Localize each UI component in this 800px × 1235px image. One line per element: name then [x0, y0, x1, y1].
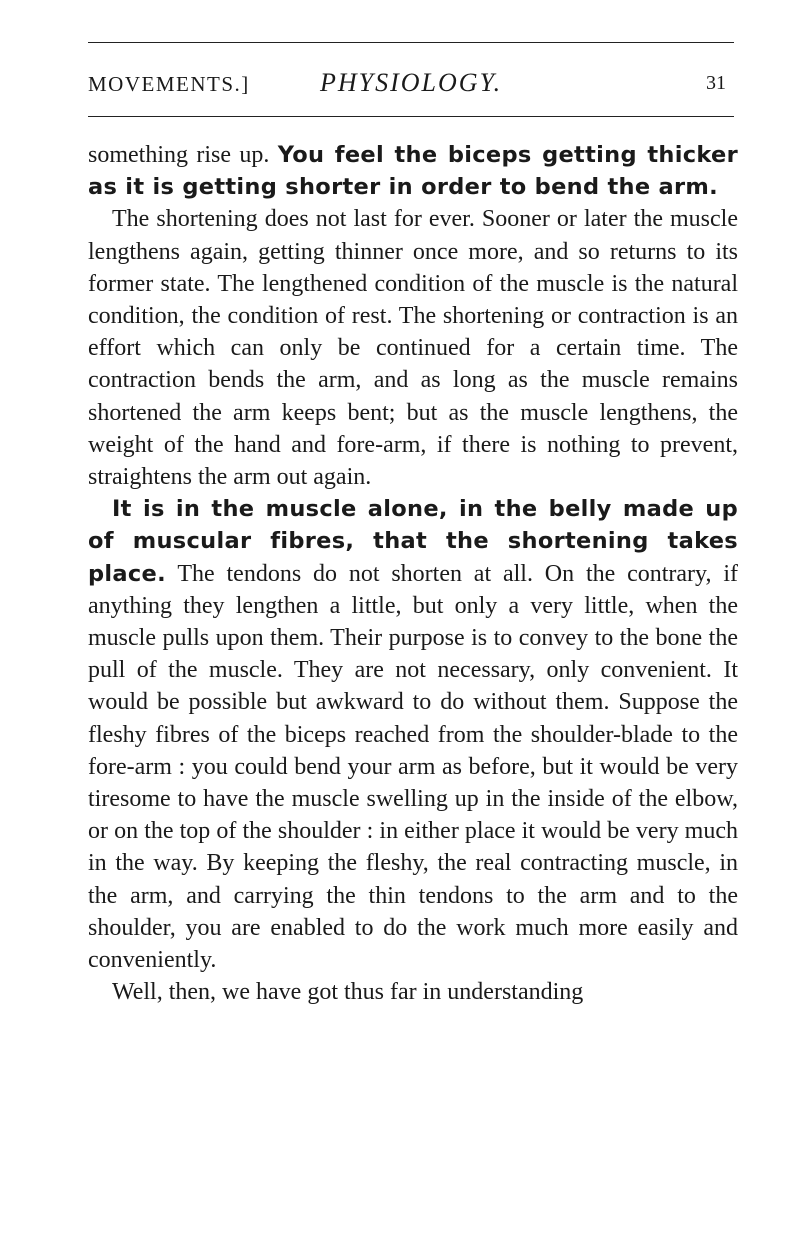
paragraph-3-emphasis: It is in the muscle alone, in the belly made up of muscular fibres, that the shortening takes place.	[88, 496, 738, 587]
paragraph-2-text: The shortening does not last for ever. Sooner or later the muscle lengthens again, getting thinner once more, and so returns to its former state. The lengthened condition of the muscle is the natural condition, the condition of rest. The shortening or contraction is an effort which can only be continued for a certain time. The contraction bends the arm, and as long as the muscle remains shortened the arm keeps bent; but as the muscle lengthens, the weight of the hand and fore-arm, if there is nothing to prevent, straightens the arm out again.	[88, 206, 738, 491]
paragraph-3	[88, 493, 738, 976]
paragraph-4-text: Well, then, we have got thus far in understanding	[112, 979, 584, 1006]
header-rule	[88, 116, 734, 117]
page-title: PHYSIOLOGY.	[320, 68, 503, 97]
paragraph-3-text: The tendons do not shorten at all. On the contrary, if anything they lengthen a little, but only a very little, when the muscle pulls upon them. Their purpose is to convey to the bone the pull of the muscle. They are not necessary, only convenient. It would be possible but awkward to do without them. Suppose the fleshy fibres of the biceps reached from the shoulder-blade to the fore-arm : you could bend your arm as before, but it would be very tiresome to have the muscle swelling up in the inside of the elbow, or on the top of the shoulder : in either place it would be very much in the way. By keeping the fleshy, the real contracting muscle, in the arm, and carrying the thin tendons to the arm and to the shoulder, you are enabled to do the work much more easily and conveniently.	[88, 560, 738, 974]
running-head	[88, 68, 738, 104]
top-rule	[88, 42, 734, 43]
body-text	[88, 139, 738, 1008]
page-number: 31	[706, 72, 726, 94]
paragraph-1-emphasis: You feel the biceps getting thicker as it is getting shorter in order to bend the arm.	[88, 142, 738, 201]
section-heading: MOVEMENTS.]	[88, 72, 250, 96]
paragraph-2	[88, 203, 738, 493]
paragraph-4	[88, 976, 738, 1008]
paragraph-1-text: something rise up.	[88, 142, 278, 168]
paragraph-1	[88, 139, 738, 203]
